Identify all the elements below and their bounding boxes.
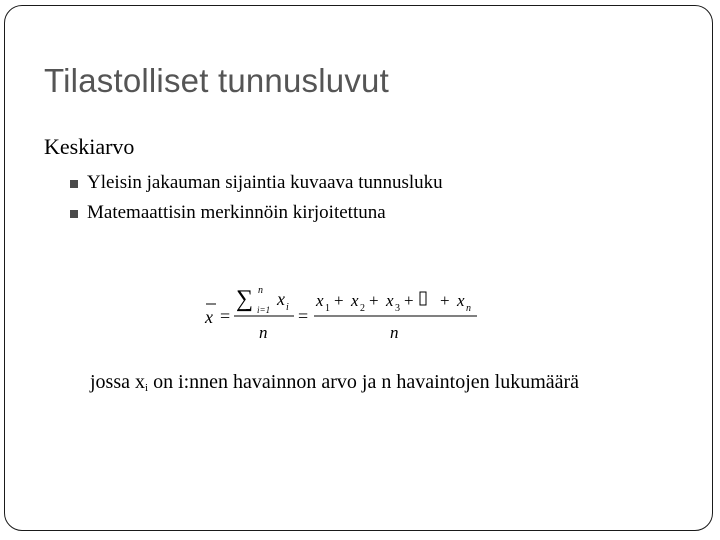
term3-sub: 3 [395, 303, 400, 314]
bullet-list [70, 168, 443, 228]
equals-1: = [220, 306, 231, 326]
formula-explanation [90, 371, 579, 394]
lhs-x: x [205, 307, 213, 327]
term1: x [316, 291, 324, 310]
plus-1: + [334, 291, 344, 310]
sum-term-sub: i [286, 302, 289, 313]
plus-3: + [404, 291, 414, 310]
bullet-item [70, 198, 443, 228]
bullet-text: Yleisin jakauman sijaintia kuvaava tunnusluku [87, 172, 443, 193]
section-heading: Keskiarvo [44, 134, 135, 159]
square-bullet-icon [70, 180, 78, 188]
denominator-1: n [259, 323, 268, 342]
plus-4: + [440, 291, 450, 310]
missing-glyph-box [420, 292, 426, 305]
term2-sub: 2 [360, 303, 365, 314]
equals-2: = [298, 306, 309, 326]
sum-upper: n [258, 285, 263, 296]
mean-formula [200, 282, 490, 346]
sum-lower: i=1 [257, 305, 271, 315]
formula-svg [200, 282, 490, 346]
denominator-2: n [390, 323, 399, 342]
note-prefix: jossa x [90, 371, 145, 393]
sum-symbol: ∑ [236, 286, 254, 312]
term2: x [351, 291, 359, 310]
slide-title: Tilastolliset tunnusluvut [44, 62, 389, 99]
termn-sub: n [466, 303, 471, 314]
term3: x [386, 291, 394, 310]
note-suffix: on i:nnen havainnon arvo ja n havaintojen lukumäärä [148, 371, 580, 393]
termn: x [457, 291, 465, 310]
sum-term: x [277, 289, 285, 309]
note-subscript: i [145, 382, 149, 394]
term1-sub: 1 [325, 303, 330, 314]
bullet-text: Matemaattisin merkinnöin kirjoitettuna [87, 202, 386, 223]
square-bullet-icon [70, 210, 78, 218]
plus-2: + [369, 291, 379, 310]
bullet-item [70, 168, 443, 198]
